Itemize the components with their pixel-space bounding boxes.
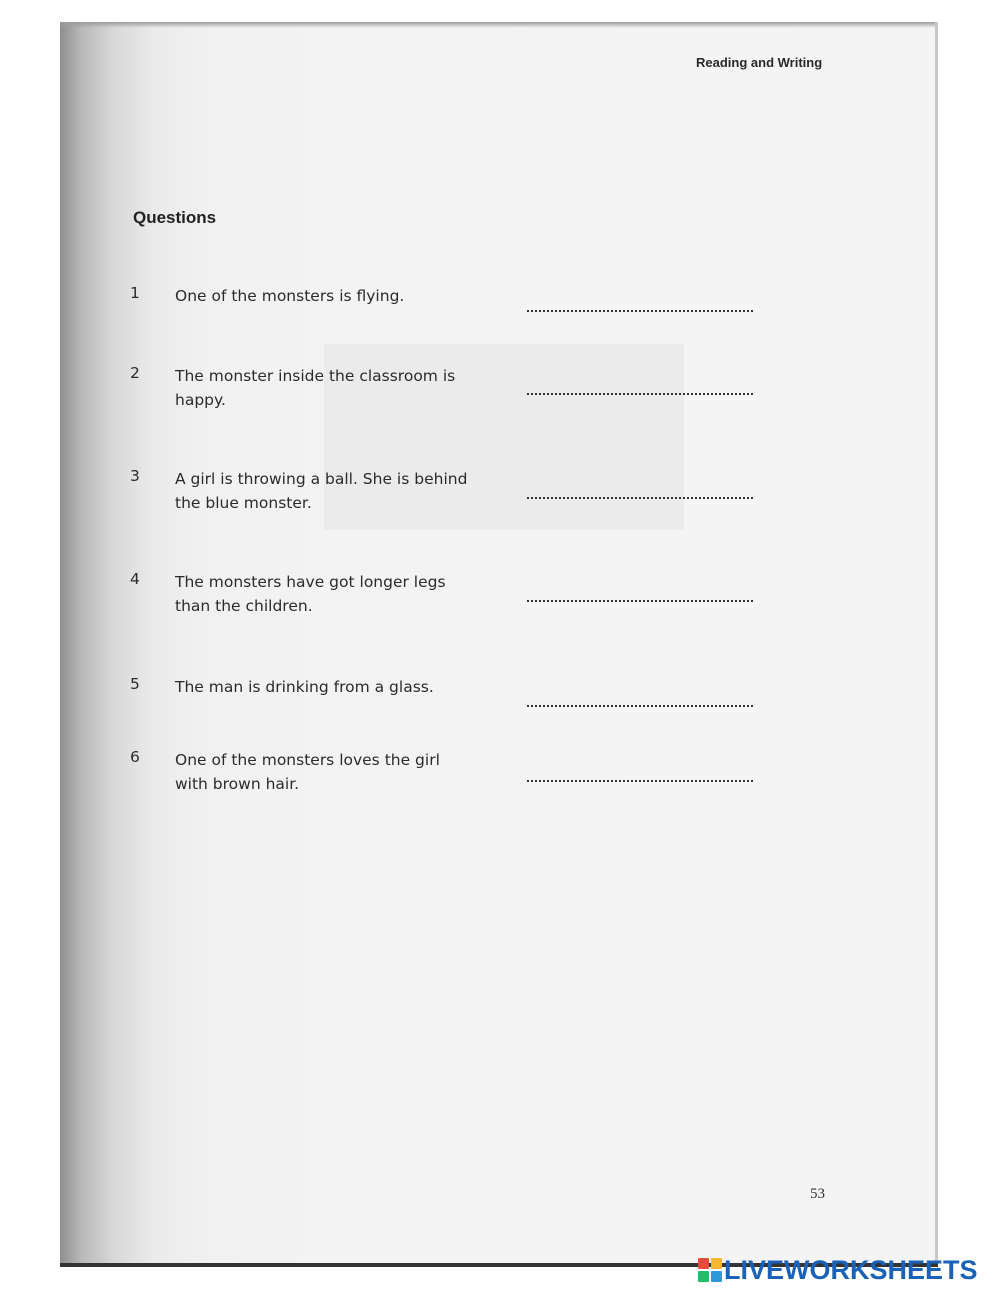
brand-name: LIVEWORKSHEETS — [724, 1254, 978, 1285]
question-text: One of the monsters is flying. — [175, 287, 405, 305]
questions-heading: Questions — [133, 208, 217, 227]
answer-field-4[interactable] — [527, 584, 753, 602]
page-header: Reading and Writing — [696, 55, 823, 70]
question-number: 2 — [130, 364, 140, 382]
liveworksheets-watermark — [698, 1255, 978, 1285]
question-text: The man is drinking from a glass. — [175, 678, 434, 696]
answer-field-3[interactable] — [527, 481, 753, 499]
question-number: 1 — [130, 284, 140, 302]
answer-field-5[interactable] — [527, 689, 753, 707]
question-number: 3 — [130, 467, 140, 485]
question-text: The monsters have got longer legs than the children. — [175, 573, 446, 615]
answer-field-6[interactable] — [527, 764, 753, 782]
question-number: 4 — [130, 570, 140, 588]
question-text: A girl is throwing a ball. She is behind the blue monster. — [175, 470, 468, 512]
question-number: 5 — [130, 675, 140, 693]
page-number: 53 — [810, 1186, 825, 1202]
question-number: 6 — [130, 748, 140, 766]
answer-field-2[interactable] — [527, 377, 753, 395]
answer-field-1[interactable] — [527, 294, 753, 312]
liveworksheets-logo-icon — [698, 1258, 722, 1282]
question-text: The monster inside the classroom is happy. — [175, 367, 456, 409]
page-edge-right — [935, 22, 938, 1267]
question-text: One of the monsters loves the girl with brown hair. — [175, 751, 440, 793]
page-edge-top — [60, 22, 938, 28]
